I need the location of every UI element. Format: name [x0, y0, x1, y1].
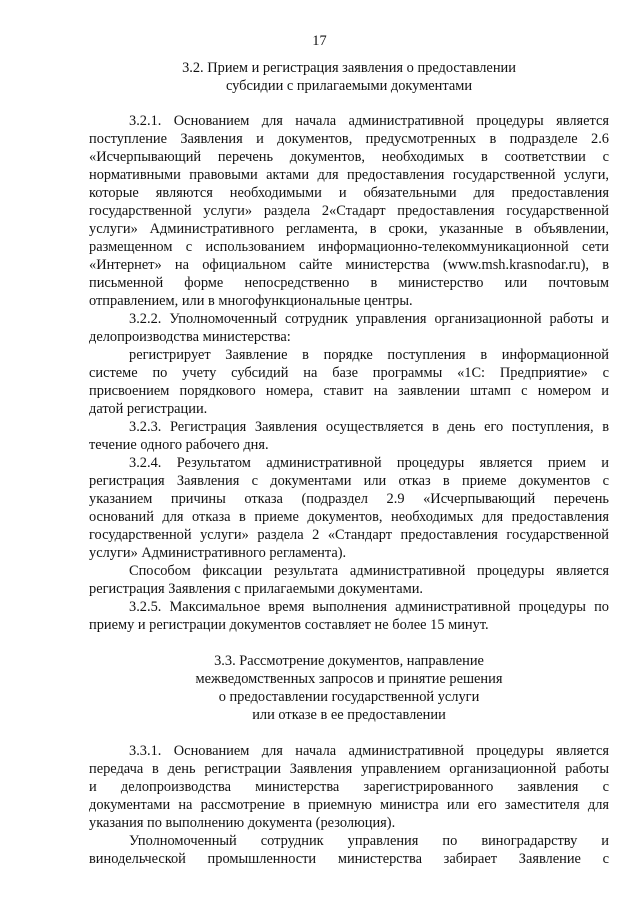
- paragraph-3-3-1-line: передача в день регистрации Заявления управлением организационной работы: [89, 761, 609, 777]
- paragraph-3-2-1-line: отправлением, или в многофункциональные центры.: [89, 293, 413, 309]
- section-heading-3-3-line: 3.3. Рассмотрение документов, направление: [214, 653, 484, 669]
- section-heading-3-3-line: или отказе в ее предоставлении: [252, 707, 446, 723]
- paragraph-3-2-3-line: 3.2.3. Регистрация Заявления осуществляется в день его поступления, в: [129, 419, 609, 435]
- paragraph-fixation-line: Способом фиксации результата административной процедуры является: [129, 563, 609, 579]
- section-heading-3-2-line: субсидии с прилагаемыми документами: [225, 78, 473, 94]
- paragraph-register-line: системе по учету субсидий на базе программы «1С: Предприятие» с: [89, 365, 609, 381]
- paragraph-3-2-2-line: 3.2.2. Уполномоченный сотрудник управления организационной работы и: [129, 311, 609, 327]
- paragraph-3-2-1-line: поступление Заявления и документов, предусмотренных в подразделе 2.6: [89, 131, 609, 147]
- paragraph-3-2-1-line: услуги» Административного регламента, в сроки, указанные в объявлении,: [89, 221, 609, 237]
- paragraph-3-2-4-line: регистрация Заявления с документами или отказ в приеме документов с: [89, 473, 609, 489]
- paragraph-3-2-1-line: государственной услуги» раздела 2«Стадарт предоставления государственной: [89, 203, 609, 219]
- paragraph-3-2-1-line: размещенном с использованием информационно-телекоммуникационной сети: [89, 239, 609, 255]
- paragraph-3-2-4-line: услуги» Административного регламента).: [89, 545, 347, 561]
- paragraph-3-2-4-line: государственной услуги» раздела 2 «Стандарт предоставления государственной: [89, 527, 609, 543]
- paragraph-3-2-1-line: письменной форме непосредственно в министерство или почтовым: [89, 275, 609, 291]
- paragraph-3-3-1-line: документами на рассмотрение в приемную министра или его заместителя для: [89, 797, 609, 813]
- paragraph-3-2-5-line: 3.2.5. Максимальное время выполнения административной процедуры по: [129, 599, 609, 615]
- paragraph-3-2-4-line: 3.2.4. Результатом административной процедуры является прием и: [129, 455, 609, 471]
- paragraph-fixation-line: регистрация Заявления с прилагаемыми документами.: [89, 581, 424, 597]
- paragraph-register-line: регистрирует Заявление в порядке поступления в информационной: [129, 347, 609, 363]
- paragraph-3-2-2-line: делопроизводства министерства:: [89, 329, 291, 345]
- paragraph-3-2-3-line: течение одного рабочего дня.: [89, 437, 269, 453]
- paragraph-3-2-1-line: «Интернет» на официальном сайте министерства (www.msh.krasnodar.ru), в: [89, 257, 609, 273]
- paragraph-3-2-1-line: «Исчерпывающий перечень документов, необходимых в соответствии с: [89, 149, 609, 165]
- paragraph-3-2-1-line: нормативными правовыми актами для предоставления государственной услуги,: [89, 167, 609, 183]
- paragraph-3-3-1-line: и делопроизводства министерства зарегистрированного заявления с: [89, 779, 609, 795]
- paragraph-register-line: присвоением порядкового номера, ставит на заявлении штамп с номером и: [89, 383, 609, 399]
- paragraph-register-line: датой регистрации.: [89, 401, 208, 417]
- paragraph-3-2-1-line: 3.2.1. Основанием для начала административной процедуры является: [129, 113, 609, 129]
- page-number: 17: [312, 33, 327, 49]
- paragraph-3-3-1-line: 3.3.1. Основанием для начала административной процедуры является: [129, 743, 609, 759]
- paragraph-authorized-employee-line: винодельческой промышленности министерства забирает Заявление с: [89, 851, 609, 867]
- section-heading-3-3-line: о предоставлении государственной услуги: [218, 689, 480, 705]
- paragraph-3-2-4-line: оснований для отказа в приеме документов, необходимых для предоставления: [89, 509, 609, 525]
- section-heading-3-2-line: 3.2. Прием и регистрация заявления о предоставлении: [182, 60, 516, 76]
- paragraph-3-2-4-line: указанием причины отказа (подраздел 2.9 «Исчерпывающий перечень: [89, 491, 609, 507]
- paragraph-3-2-5-line: приему и регистрации документов составляет не более 15 минут.: [89, 617, 489, 633]
- paragraph-3-2-1-line: которые являются необходимыми и обязательными для предоставления: [89, 185, 609, 201]
- paragraph-3-3-1-line: указания по выполнению документа (резолюция).: [89, 815, 396, 831]
- section-heading-3-3-line: межведомственных запросов и принятие решения: [195, 671, 503, 687]
- paragraph-authorized-employee-line: Уполномоченный сотрудник управления по виноградарству и: [129, 833, 609, 849]
